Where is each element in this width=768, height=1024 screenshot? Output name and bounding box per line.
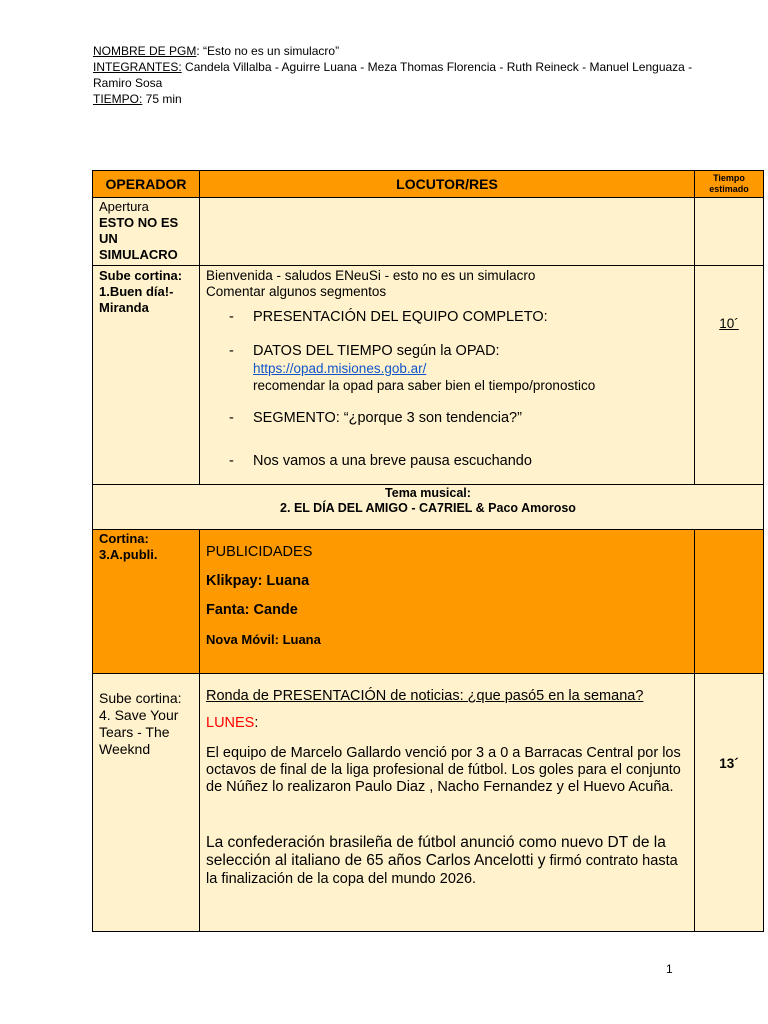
- news-text-continued: firmó contrato hasta la finalización de la copa del mundo 2026.: [206, 853, 678, 887]
- music-cell: [93, 485, 764, 530]
- intro-line: Bienvenida - saludos ENeuSi - esto no es un simulacro: [206, 268, 536, 283]
- dash-bullet: -: [229, 309, 234, 325]
- music-row: [93, 485, 764, 530]
- list-item: [206, 343, 688, 394]
- cue-text: Cortina: 3.A.publi.: [99, 531, 158, 562]
- operator-cell: [93, 266, 200, 485]
- dash-bullet: -: [229, 410, 234, 426]
- time-cell: [695, 198, 764, 266]
- ad-item: Klikpay: Luana: [206, 573, 310, 589]
- locutor-cell: [200, 198, 695, 266]
- column-header-locutor: LOCUTOR/RES: [200, 171, 695, 198]
- cue-text: Sube cortina: 4. Save Your Tears - The Weeknd: [99, 690, 182, 757]
- dash-bullet: -: [229, 453, 234, 469]
- news-item: [206, 834, 688, 888]
- day-colon: :: [254, 715, 259, 731]
- dash-bullet: -: [229, 343, 234, 359]
- opening-label: Apertura: [99, 199, 149, 214]
- locutor-cell: [200, 674, 695, 932]
- list-item: [206, 309, 688, 326]
- members-value: Candela Villalba - Aguirre Luana - Meza Thomas Florencia - Ruth Reineck - Manuel Lenguaza - Ramiro Sosa: [93, 60, 693, 90]
- operator-cell: [93, 674, 200, 932]
- page-number: 1: [666, 962, 673, 976]
- members-line: [93, 59, 693, 91]
- opad-link[interactable]: https://opad.misiones.gob.ar/: [253, 361, 427, 376]
- list-item: [206, 453, 688, 470]
- table-row: [93, 674, 764, 932]
- list-item-text: PRESENTACIÓN DEL EQUIPO COMPLETO:: [253, 309, 548, 325]
- script-table: [92, 170, 764, 932]
- list-item-note: recomendar la opad para saber bien el tiempo/pronostico: [253, 378, 596, 393]
- news-text: La confederación brasileña de fútbol anunció como nuevo DT de la selección al italiano de 65 años Carlos Ancelotti y: [206, 834, 666, 869]
- list-item-text: DATOS DEL TIEMPO según la OPAD:: [253, 343, 500, 359]
- list-item-text: SEGMENTO: “¿porque 3 son tendencia?”: [253, 410, 522, 426]
- program-name-label: NOMBRE DE PGM: [93, 44, 197, 58]
- time-estimate: 13´: [719, 756, 739, 771]
- table-row: [93, 530, 764, 674]
- column-header-operador: OPERADOR: [93, 171, 200, 198]
- time-cell: [695, 266, 764, 485]
- table-row: [93, 266, 764, 485]
- cue-text: Sube cortina: 1.Buen día!- Miranda: [99, 268, 183, 315]
- table-row: [93, 198, 764, 266]
- ad-item: Fanta: Cande: [206, 602, 298, 618]
- operator-cell: [93, 198, 200, 266]
- ads-title: PUBLICIDADES: [206, 544, 313, 560]
- table-header-row: [93, 171, 764, 198]
- column-header-tiempo: Tiempo estimado: [695, 171, 764, 198]
- locutor-cell: [200, 530, 695, 674]
- list-item: [206, 410, 688, 427]
- program-name-value: : “Esto no es un simulacro”: [196, 44, 340, 58]
- program-name-line: [93, 43, 693, 59]
- music-song: 2. EL DÍA DEL AMIGO - CA7RIEL & Paco Amoroso: [280, 501, 576, 515]
- day-label: LUNES: [206, 715, 255, 731]
- ad-item: Nova Móvil: Luana: [206, 632, 321, 647]
- time-estimate: 10´: [719, 316, 739, 331]
- day-heading: [206, 714, 688, 732]
- time-cell: [695, 530, 764, 674]
- duration-line: [93, 91, 693, 107]
- time-cell: [695, 674, 764, 932]
- news-round-title: Ronda de PRESENTACIÓN de noticias: ¿que pasó5 en la semana?: [206, 688, 644, 704]
- operator-cell: [93, 530, 200, 674]
- music-label: Tema musical:: [385, 486, 471, 500]
- duration-label: TIEMPO:: [93, 92, 143, 106]
- list-item-text: Nos vamos a una breve pausa escuchando: [253, 453, 532, 469]
- locutor-cell: [200, 266, 695, 485]
- opening-title: ESTO NO ES UN SIMULACRO: [99, 215, 179, 262]
- intro-line: Comentar algunos segmentos: [206, 284, 387, 299]
- members-label: INTEGRANTES:: [93, 60, 182, 74]
- news-item: El equipo de Marcelo Gallardo venció por 3 a 0 a Barracas Central por los octavos de final de la liga profesional de fútbol. Los goles para el conjunto de Núñez lo realizaron Paulo Diaz , Nacho Fernandez y el Huevo Acuña.: [206, 745, 681, 795]
- duration-value: 75 min: [142, 92, 182, 106]
- document-header: [93, 43, 693, 107]
